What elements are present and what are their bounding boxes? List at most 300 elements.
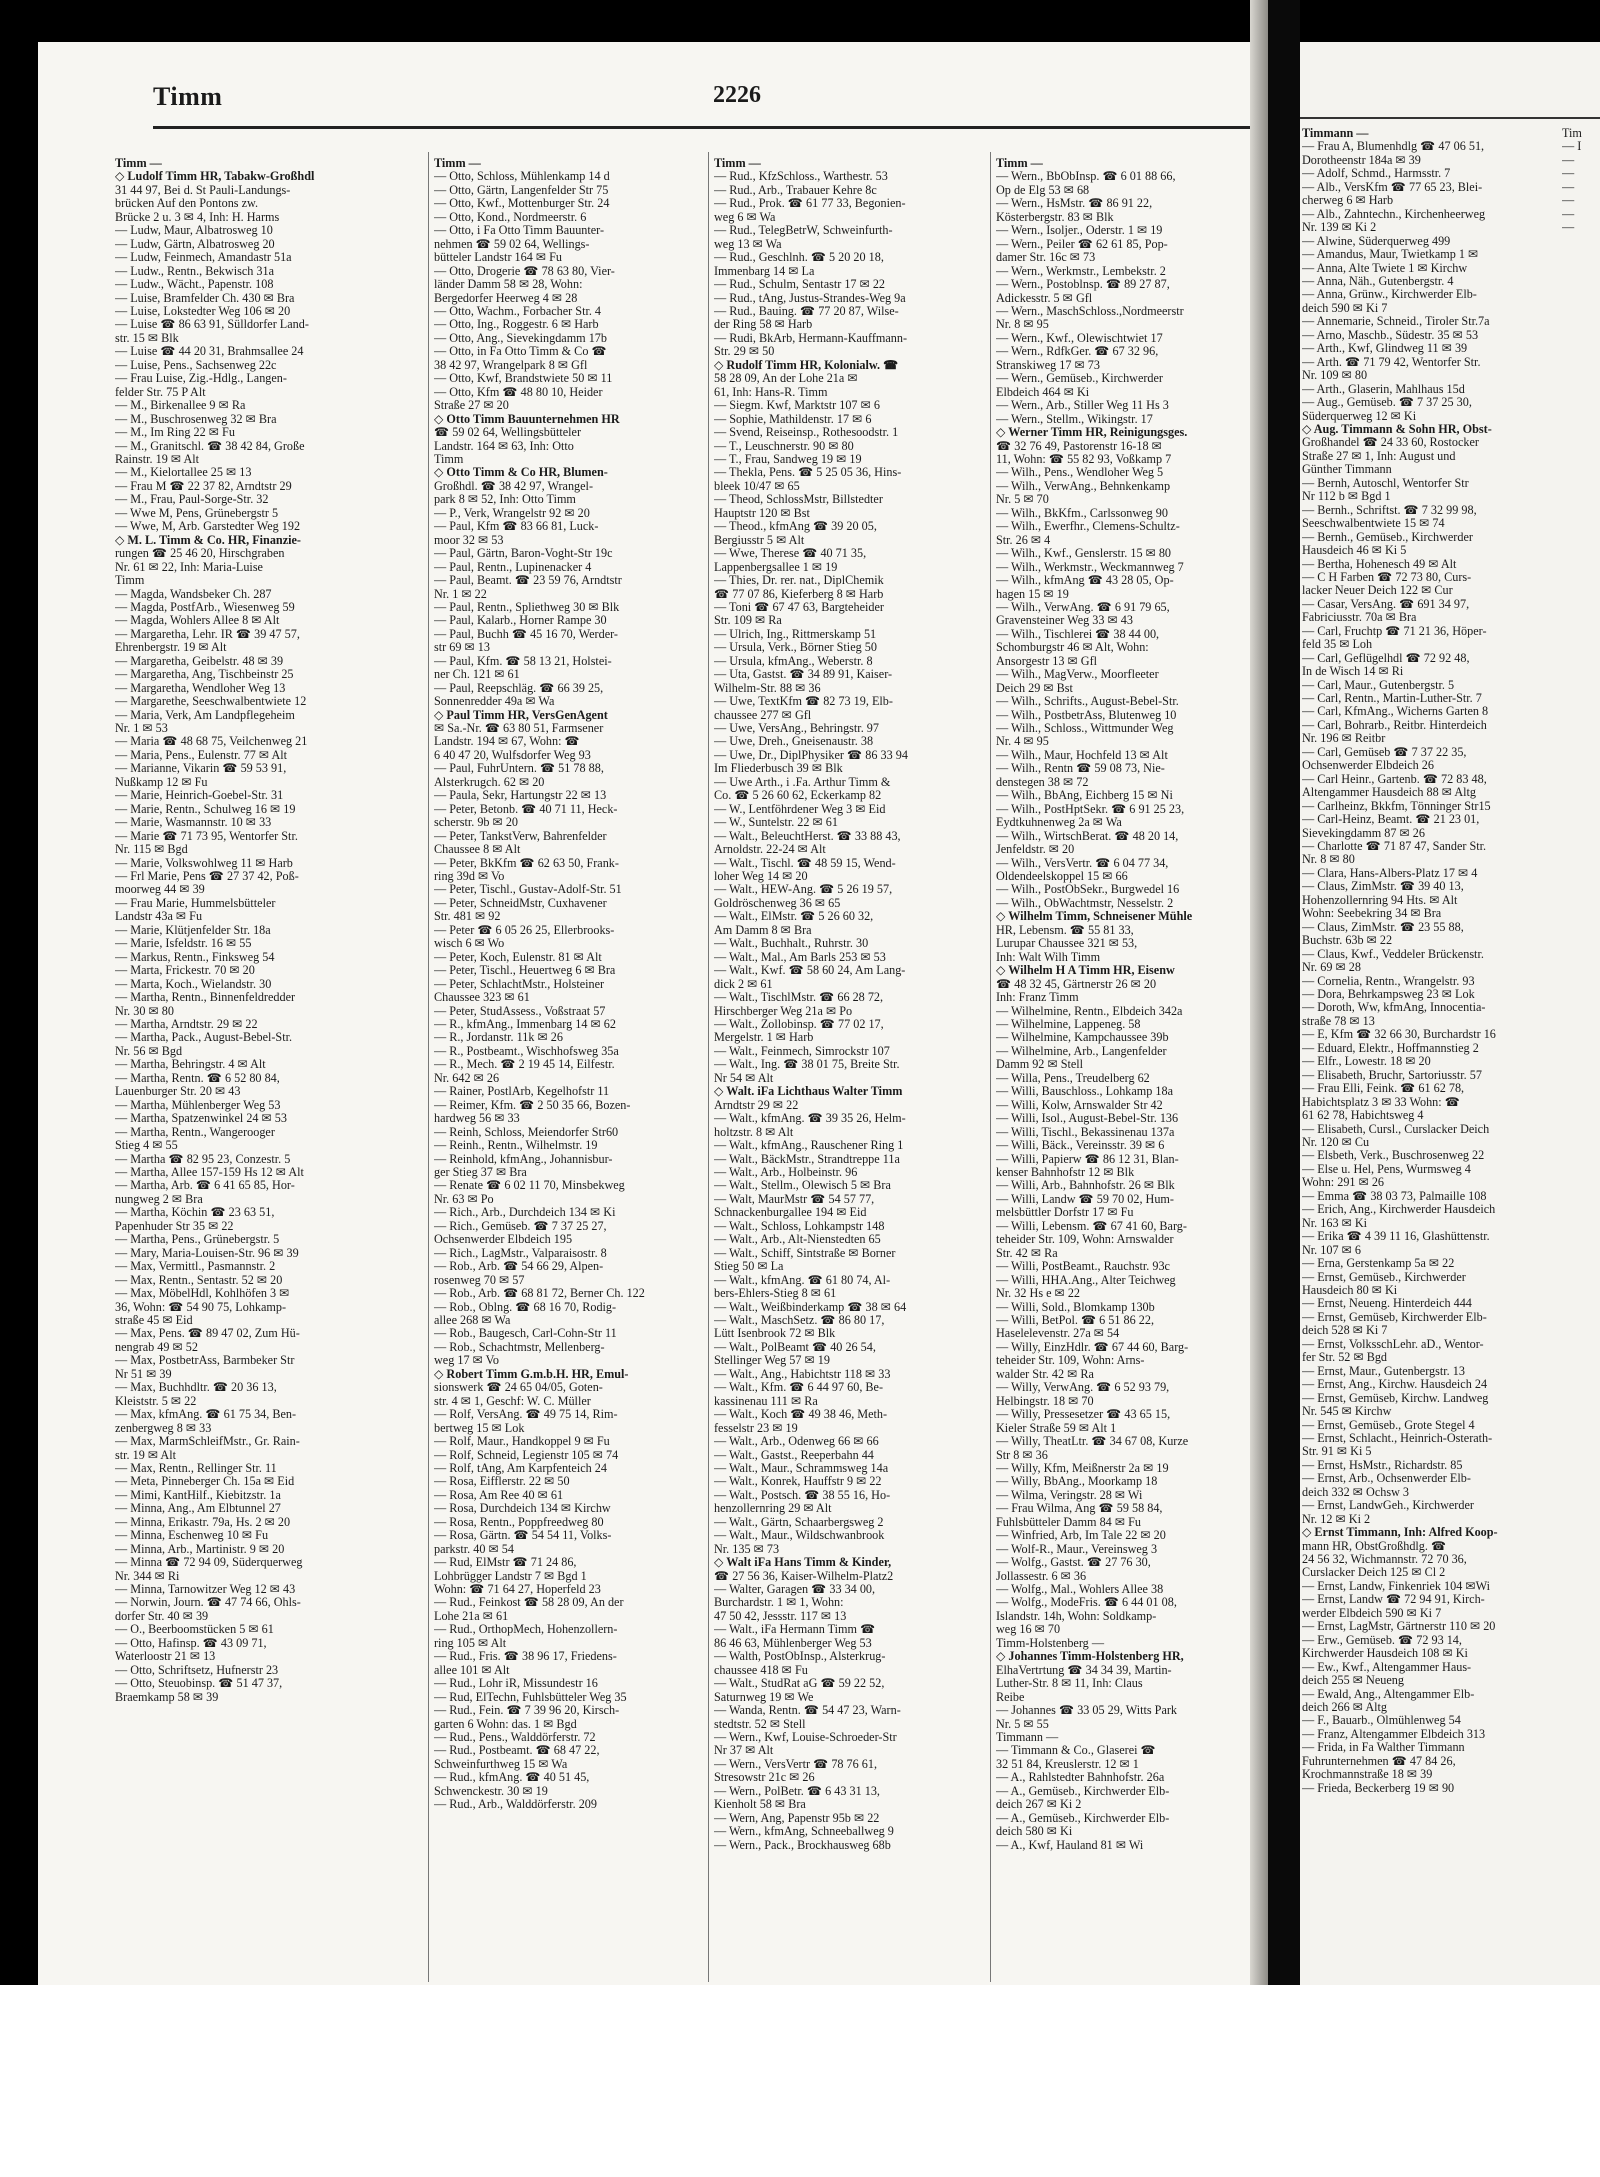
directory-entry-line: — Walt., Schloss, Lohkampstr 148 — [714, 1219, 885, 1233]
directory-entry-line: — Peter, TankstVerw, Bahrenfelder — [434, 829, 607, 843]
directory-entry-line: — Wern, Ang, Papenstr 95b ✉ 22 — [714, 1811, 880, 1825]
directory-entry-line: wisch 6 ✉ Wo — [434, 937, 505, 951]
facing-entry-line: — Ewald, Ang., Altengammer Elb- — [1302, 1687, 1475, 1701]
facing-entry-line: Nr. 12 ✉ Ki 2 — [1302, 1512, 1371, 1526]
directory-entry-line: — R., Postbeamt., Wischhofsweg 35a — [434, 1044, 619, 1058]
directory-entry-line: — Paul, Kfm ☎ 83 66 81, Luck- — [434, 520, 599, 534]
directory-entry-line: — Reinh., Rentn., Wilhelmstr. 19 — [434, 1139, 598, 1153]
facing-entry-line: — Frau Elli, Feink. ☎ 61 62 78, — [1302, 1082, 1465, 1096]
directory-entry-line: länder Damm 58 ✉ 28, Wohn: — [434, 278, 583, 292]
directory-entry-line: ◇ Wilhelm Timm, Schneisener Mühle — [996, 910, 1193, 924]
column-divider — [428, 152, 429, 1982]
directory-entry-line: — Walt., HEW-Ang. ☎ 5 26 19 57, — [714, 883, 893, 897]
directory-entry-line: — Frau Luise, Zig.-Hdlg., Langen- — [115, 372, 287, 386]
directory-entry-line: Schweinfurthweg 15 ✉ Wa — [434, 1757, 568, 1771]
directory-entry-line: — Walt., BäckMstr., Strandtreppe 11a — [714, 1152, 900, 1166]
directory-entry-line: — Walt., Buchhalt., Ruhrstr. 30 — [714, 937, 869, 951]
directory-entry-line: — M., Kielortallee 25 ✉ 13 — [115, 466, 252, 480]
directory-entry-line: — Theod., kfmAng ☎ 39 20 05, — [714, 520, 877, 534]
directory-entry-line: — Max, Rentn., Sentastr. 52 ✉ 20 — [115, 1273, 283, 1287]
directory-entry-line: straße 45 ✉ Eid — [115, 1313, 193, 1327]
directory-entry-line: — Willi, Tischl., Bekassinenau 137a — [996, 1125, 1175, 1139]
directory-entry-line: 31 44 97, Bei d. St Pauli-Landungs- — [115, 183, 291, 197]
directory-entry-line: — Rud., Prok. ☎ 61 77 33, Begonien- — [714, 197, 906, 211]
directory-entry-line: Nr. 61 ✉ 22, Inh: Maria-Luise — [115, 560, 263, 574]
directory-entry-line: — Rosa, Eifflerstr. 22 ✉ 50 — [434, 1475, 570, 1489]
directory-entry-line: loher Weg 14 ✉ 20 — [714, 870, 808, 884]
directory-entry-line: Nr. 1 ✉ 53 — [115, 722, 168, 736]
directory-entry-line: — Max, kfmAng. ☎ 61 75 34, Ben- — [115, 1408, 297, 1422]
directory-entry-line: — Wilh., PostbetrAss, Blutenweg 10 — [996, 708, 1177, 722]
directory-entry-line: — Walt., TischlMstr. ☎ 66 28 72, — [714, 991, 884, 1005]
directory-entry-line: 58 28 09, An der Lohe 21a ✉ — [714, 372, 858, 386]
directory-entry-line: Deich 29 ✉ Bst — [996, 681, 1073, 695]
facing-entry-line: — Bernh, Autoschl, Wentorfer Str — [1302, 476, 1469, 490]
directory-entry-line: — Wern., Postoblnsp. ☎ 89 27 87, — [996, 278, 1170, 292]
facing-entry-line: — Ernst, Gemüseb., Kirchwerder — [1302, 1270, 1466, 1284]
directory-entry-line: — Willi, Kolw, Arnswalder Str 42 — [996, 1098, 1163, 1112]
directory-entry-line: — Margaretha, Wendloher Weg 13 — [115, 681, 286, 695]
directory-entry-line: fesselstr 23 ✉ 19 — [714, 1421, 798, 1435]
directory-entry-line: Schomburgstr 46 ✉ Alt, Wohn: — [996, 641, 1149, 655]
directory-entry-line: — Max, MarmSchleifMstr., Gr. Rain- — [115, 1435, 300, 1449]
directory-entry-line: melsbüttler Dorfstr 17 ✉ Fu — [996, 1206, 1134, 1220]
directory-entry-line: Kösterbergstr. 83 ✉ Blk — [996, 210, 1114, 224]
directory-entry-line: — Luise ☎ 44 20 31, Brahmsallee 24 — [115, 345, 304, 359]
facing-entry-line: — Ernst, LagMstr, Gärtnerstr 110 ✉ 20 — [1302, 1620, 1496, 1634]
directory-entry-line: — Marie, Volkswohlweg 11 ✉ Harb — [115, 856, 293, 870]
header-rule — [153, 126, 1268, 129]
directory-entry-line: — Thies, Dr. rer. nat., DiplChemik — [714, 574, 884, 588]
directory-entry-line: Arnoldstr. 22-24 ✉ Alt — [714, 843, 826, 857]
facing-entry-line: — Adolf, Schmd., Harmsstr. 7 — [1302, 167, 1451, 181]
directory-entry-line: Lütt Isenbrook 72 ✉ Blk — [714, 1327, 836, 1341]
directory-entry-line: — Otto, Kwf, Brandstwiete 50 ✉ 11 — [434, 372, 613, 386]
directory-entry-line: — Rud, ElTechn, Fuhlsbütteler Weg 35 — [434, 1690, 627, 1704]
directory-entry-line: — Wern., Kwf., Olewischtwiet 17 — [996, 331, 1163, 345]
facing-entry-line: — Carl, Rentn., Martin-Luther-Str. 7 — [1302, 692, 1482, 706]
directory-entry-line: — Wilhelmine, Rentn., Elbdeich 342a — [996, 1004, 1183, 1018]
facing-entry-line: Fuhrunternehmen ☎ 47 84 26, — [1302, 1754, 1456, 1768]
directory-entry-line: — Wern., Peiler ☎ 62 61 85, Pop- — [996, 237, 1168, 251]
facing-entry-line: — Frieda, Beckerberg 19 ✉ 90 — [1302, 1781, 1455, 1795]
directory-entry-line: — Marie, Heinrich-Goebel-Str. 31 — [115, 789, 284, 803]
directory-entry-line: Stresowstr 21c ✉ 26 — [714, 1771, 815, 1785]
directory-entry-line: Am Damm 8 ✉ Bra — [714, 923, 812, 937]
directory-entry-line: Oldendeelskoppel 15 ✉ 66 — [996, 870, 1128, 884]
facing-entry-line: — Claus, Kwf., Veddeler Brückenstr. — [1302, 947, 1484, 961]
directory-entry-line: Helbingstr. 18 ✉ 70 — [996, 1394, 1094, 1408]
facing-entry-line: — Annemarie, Schneid., Tiroler Str.7a — [1302, 315, 1490, 329]
directory-entry-line: ◇ Paul Timm HR, VersGenAgent — [434, 708, 608, 722]
facing-entry-line: — Ernst, Landw ☎ 72 94 91, Kirch- — [1302, 1593, 1485, 1607]
directory-entry-line: — Otto, Hafinsp. ☎ 43 09 71, — [115, 1636, 267, 1650]
directory-entry-line: — Martha, Behringstr. 4 ✉ Alt — [115, 1058, 266, 1072]
directory-entry-line: — A., Kwf, Hauland 81 ✉ Wi — [996, 1838, 1144, 1852]
directory-entry-line: Chaussee 8 ✉ Alt — [434, 843, 521, 857]
directory-entry-line: Stieg 4 ✉ 55 — [115, 1139, 178, 1153]
directory-entry-line: holtzstr. 8 ✉ Alt — [714, 1125, 794, 1139]
facing-edge-line: — — [1562, 152, 1575, 167]
directory-entry-line: parkstr. 40 ✉ 54 — [434, 1542, 514, 1556]
directory-entry-line: — Walt., kfmAng. ☎ 39 35 26, Helm- — [714, 1112, 906, 1126]
directory-entry-line: — Wilh., BbAng, Eichberg 15 ✉ Ni — [996, 789, 1173, 803]
directory-entry-line: — Norwin, Journ. ☎ 47 74 66, Ohls- — [115, 1596, 301, 1610]
directory-entry-line: — Wern., VersVertr ☎ 78 76 61, — [714, 1757, 878, 1771]
directory-entry-line: — Marie, Rentn., Schulweg 16 ✉ 19 — [115, 802, 296, 816]
directory-entry-line: — Willi, Bäck., Vereinsstr. 39 ✉ 6 — [996, 1139, 1165, 1153]
directory-entry-line: dorfer Str. 40 ✉ 39 — [115, 1609, 209, 1623]
directory-entry-line: — Paul, Buchh ☎ 45 16 70, Werder- — [434, 627, 618, 641]
facing-entry-line: deich 332 ✉ Ochsw 3 — [1302, 1485, 1410, 1499]
facing-entry-line: ◇ Ernst Timmann, Inh: Alfred Koop- — [1302, 1526, 1498, 1540]
facing-entry-line: — Casar, VersAng. ☎ 691 34 97, — [1302, 597, 1470, 611]
facing-entry-line: Seeschwalbentwiete 15 ✉ 74 — [1302, 517, 1445, 531]
directory-entry-line: Nr. 4 ✉ 95 — [996, 735, 1049, 749]
facing-entry-line: — Anna, Grünw., Kirchwerder Elb- — [1302, 288, 1477, 302]
directory-entry-line: — Rosa, Rentn., Poppfreedweg 80 — [434, 1515, 604, 1529]
directory-entry-line: — Wilhelmine, Arb., Langenfelder — [996, 1044, 1167, 1058]
directory-entry-line: weg 13 ✉ Wa — [714, 237, 782, 251]
directory-entry-line: Wohn: ☎ 71 64 27, Hoperfeld 23 — [434, 1583, 601, 1597]
directory-entry-line: — Otto, Schloss, Mühlenkamp 14 d — [434, 170, 610, 184]
directory-entry-line: — Mary, Maria-Louisen-Str. 96 ✉ 39 — [115, 1246, 299, 1260]
directory-entry-line: — Siegm. Kwf, Marktstr 107 ✉ 6 — [714, 399, 880, 413]
facing-entry-line: — Ernst, Gemüseb, Kirchw. Landweg — [1302, 1391, 1489, 1405]
directory-entry-line: rosenweg 70 ✉ 57 — [434, 1273, 525, 1287]
facing-entry-line: Nr. 139 ✉ Ki 2 — [1302, 221, 1377, 235]
directory-entry-line: allee 268 ✉ Wa — [434, 1313, 511, 1327]
directory-entry-line: — Wilh., WirtschBerat. ☎ 48 20 14, — [996, 829, 1179, 843]
facing-entry-line: deich 528 ✉ Ki 7 — [1302, 1324, 1388, 1338]
directory-entry-line: — Rud., Bauing. ☎ 77 20 87, Wilse- — [714, 304, 899, 318]
directory-entry-line: — Wern., Kwf, Louise-Schroeder-Str — [714, 1731, 897, 1745]
facing-entry-line: Nr. 8 ✉ 80 — [1302, 853, 1355, 867]
facing-entry-line: — Arno, Maschb., Südestr. 35 ✉ 53 — [1302, 328, 1479, 342]
facing-entry-line: — Ernst, Ang., Kirchw. Hausdeich 24 — [1302, 1378, 1488, 1392]
directory-entry-line: — Rud., Geschlnh. ☎ 5 20 20 18, — [714, 251, 884, 265]
facing-entry-line: Curslacker Deich 125 ✉ Cl 2 — [1302, 1566, 1446, 1580]
directory-entry-line: — Rob., Arb. ☎ 68 81 72, Berner Ch. 122 — [434, 1287, 645, 1301]
directory-entry-line: — R., kfmAng., Immenbarg 14 ✉ 62 — [434, 1018, 616, 1031]
directory-entry-line: — Rolf, Maur., Handkoppel 9 ✉ Fu — [434, 1435, 610, 1449]
directory-entry-line: Waterloostr 21 ✉ 13 — [115, 1650, 216, 1664]
facing-entry-line: — Carl, Bohrarb., Reitbr. Hinterdeich — [1302, 718, 1487, 732]
directory-entry-line: — Wilh., Ewerfhr., Clemens-Schultz- — [996, 520, 1180, 534]
directory-entry-line: stedtstr. 52 ✉ Stell — [714, 1717, 806, 1731]
directory-entry-line: ◇ Otto Timm & Co HR, Blumen- — [434, 466, 608, 480]
facing-entry-line: — Ernst, Gemüseb., Grote Stegel 4 — [1302, 1418, 1475, 1432]
directory-entry-line: — Luise ☎ 86 63 91, Sülldorfer Land- — [115, 318, 309, 332]
directory-entry-line: — Peter, StudAssess., Voßstraat 57 — [434, 1004, 606, 1018]
directory-entry-line: Str. 26 ✉ 4 — [996, 533, 1051, 547]
facing-entry-line: — Anna, Alte Twiete 1 ✉ Kirchw — [1302, 261, 1468, 275]
directory-entry-line: — Rud., Fein. ☎ 7 39 96 20, Kirsch- — [434, 1704, 620, 1718]
directory-entry-line: str. 4 ✉ 1, Geschf: W. C. Müller — [434, 1394, 591, 1408]
directory-entry-line: — Wilh., ObWachtmstr, Nesselstr. 2 — [996, 896, 1174, 910]
directory-entry-line: — Otto, Steuobinsp. ☎ 51 47 37, — [115, 1677, 283, 1691]
directory-entry-line: — Walt., kfmAng. ☎ 61 80 74, Al- — [714, 1273, 891, 1287]
directory-entry-line: — Wern., Isoljer., Oderstr. 1 ✉ 19 — [996, 224, 1163, 238]
directory-entry-line: Bergiusstr 5 ✉ Alt — [714, 533, 805, 547]
facing-entry-line: — Ew., Kwf., Altengammer Haus- — [1302, 1660, 1472, 1674]
directory-entry-line: — Rob., Baugesch, Carl-Cohn-Str 11 — [434, 1327, 617, 1341]
directory-entry-line: — Ludw, Gärtn, Albatrosweg 20 — [115, 237, 275, 251]
directory-entry-line: Stieg 50 ✉ La — [714, 1260, 784, 1274]
facing-entry-line: — Clara, Hans-Albers-Platz 17 ✉ 4 — [1302, 866, 1478, 880]
directory-entry-line: — A., Gemüseb., Kirchwerder Elb- — [996, 1784, 1170, 1798]
facing-entry-line: Straße 27 ✉ 1, Inh: August und — [1302, 449, 1456, 463]
directory-entry-line: — Marie, Wasmannstr. 10 ✉ 33 — [115, 816, 272, 830]
directory-entry-line: Kienholt 58 ✉ Bra — [714, 1798, 806, 1812]
directory-entry-line: Nr. 8 ✉ 95 — [996, 318, 1049, 332]
directory-entry-line: — Walt, MaurMstr ☎ 54 57 77, — [714, 1192, 875, 1206]
directory-entry-line: — A., Rahlstedter Bahnhofstr. 26a — [996, 1771, 1165, 1785]
directory-entry-line: — Reinh, Schloss, Meiendorfer Str60 — [434, 1125, 619, 1139]
directory-entry-line: — Paul, Kfm. ☎ 58 13 21, Holstei- — [434, 654, 612, 668]
directory-entry-line: — Walt., kfmAng., Rauschener Ring 1 — [714, 1139, 904, 1153]
directory-entry-line: Ochsenwerder Elbdeich 195 — [434, 1233, 573, 1247]
facing-entry-line: — Alb., Zahntechn., Kirchenheerweg — [1302, 207, 1486, 221]
directory-entry-line: — Luise, Pens., Sachsenweg 22c — [115, 358, 277, 372]
directory-entry-line: — Wanda, Rentn. ☎ 54 47 23, Warn- — [714, 1704, 901, 1718]
scanner-border-left — [0, 0, 38, 2177]
directory-entry-line: bertweg 15 ✉ Lok — [434, 1421, 525, 1435]
directory-entry-line: Str. 481 ✉ 92 — [434, 910, 501, 924]
directory-entry-line: — Wilh., VerwAng. ☎ 6 91 79 65, — [996, 600, 1170, 614]
directory-entry-line: Str. 42 ✉ Ra — [996, 1246, 1058, 1260]
directory-entry-line: — Walt., BeleuchtHerst. ☎ 33 88 43, — [714, 829, 901, 843]
directory-entry-line: — Rud., TelegBetrW, Schweinfurth- — [714, 224, 893, 238]
directory-entry-line: — Uwe Arth., i .Fa. Arthur Timm & — [714, 775, 891, 789]
directory-entry-line: — Wern., Werkmstr., Lembekstr. 2 — [996, 264, 1166, 278]
directory-entry-line: — Max, PostbetrAss, Barmbeker Str — [115, 1354, 295, 1368]
directory-entry-line: 38 42 97, Wrangelpark 8 ✉ Gfl — [434, 358, 588, 372]
page-header — [153, 76, 1268, 116]
directory-entry-line: ner Ch. 121 ✉ 61 — [434, 668, 520, 682]
directory-entry-line: — Rich., LagMstr., Valparaisostr. 8 — [434, 1246, 607, 1260]
directory-entry-line: — Wern., Pack., Brockhausweg 68b — [714, 1838, 891, 1852]
facing-entry-line: — Ernst, VolksschLehr. aD., Wentor- — [1302, 1337, 1484, 1351]
directory-entry-line: Ehrenbergstr. 19 ✉ Alt — [115, 641, 227, 655]
directory-entry-line: — Paula, Sekr, Hartungstr 22 ✉ 13 — [434, 789, 607, 803]
directory-entry-line: — Walt., Arb., Odenweg 66 ✉ 66 — [714, 1435, 879, 1449]
directory-entry-line: Rainstr. 19 ✉ Alt — [115, 452, 200, 466]
directory-entry-line: hagen 15 ✉ 19 — [996, 587, 1069, 601]
directory-entry-line: — Ludw., Rentn., Bekwisch 31a — [115, 264, 274, 278]
directory-entry-line: — Uwe, TextKfm ☎ 82 73 19, Elb- — [714, 695, 893, 709]
facing-entry-line: — Alb., VersKfm ☎ 77 65 23, Blei- — [1302, 180, 1483, 194]
directory-entry-line: — Willi, Isol., August-Bebel-Str. 136 — [996, 1112, 1179, 1126]
directory-entry-line: — Wolfg., ModeFris. ☎ 6 44 01 08, — [996, 1596, 1177, 1610]
directory-entry-line: — Rob., Arb. ☎ 54 66 29, Alpen- — [434, 1260, 604, 1274]
directory-entry-line: — Willa, Pens., Treudelberg 62 — [996, 1071, 1150, 1085]
column-4 — [996, 157, 1268, 1985]
directory-entry-line: — Minna, Eschenweg 10 ✉ Fu — [115, 1529, 269, 1543]
directory-entry-line: Nr. 63 ✉ Po — [434, 1192, 494, 1206]
facing-page-edge-column — [1562, 127, 1600, 1977]
facing-entry-line: — Ernst, Maur., Gutenbergstr. 13 — [1302, 1364, 1465, 1378]
directory-entry-line: — Ludw, Feinmech, Amandastr 51a — [115, 251, 292, 265]
directory-entry-line: — Otto, Kond., Nordmeerstr. 6 — [434, 210, 587, 224]
facing-entry-line: — Carl, KfmAng., Wicherns Garten 8 — [1302, 705, 1489, 719]
directory-entry-line: ring 105 ✉ Alt — [434, 1636, 507, 1650]
directory-entry-line: — Magda, PostfArb., Wiesenweg 59 — [115, 600, 295, 614]
directory-entry-line: — Rainer, PostlArb, Kegelhofstr 11 — [434, 1085, 610, 1099]
directory-entry-line: — Walt., iFa Hermann Timm ☎ — [714, 1623, 876, 1637]
directory-entry-line: kassinenau 111 ✉ Ra — [714, 1394, 818, 1408]
directory-entry-line: — Theod, SchlossMstr, Billstedter — [714, 493, 883, 507]
directory-entry-line: deich 580 ✉ Ki — [996, 1825, 1073, 1839]
directory-entry-line: moorweg 44 ✉ 39 — [115, 883, 205, 897]
facing-entry-line: — Frida, in Fa Walther Timmann — [1302, 1741, 1465, 1755]
directory-entry-line: 11, Wohn: ☎ 55 82 93, Voßkamp 7 — [996, 452, 1172, 466]
directory-entry-line: — Willy, TheatLtr. ☎ 34 67 08, Kurze — [996, 1435, 1189, 1449]
directory-entry-line: Papenhuder Str 35 ✉ 22 — [115, 1219, 234, 1233]
directory-entry-line: — Uta, Gastst. ☎ 34 89 91, Kaiser- — [714, 668, 893, 682]
directory-entry-line: — R., Jordanstr. 11k ✉ 26 — [434, 1031, 563, 1045]
facing-page-header-rule — [1300, 117, 1600, 119]
facing-entry-line: deich 255 ✉ Neueng — [1302, 1674, 1404, 1688]
directory-entry-line: — Martha, Pack., August-Bebel-Str. — [115, 1031, 293, 1045]
directory-entry-line: Lohe 21a ✉ 61 — [434, 1609, 509, 1623]
directory-entry-line: — Peter ☎ 6 05 26 25, Ellerbrooks- — [434, 923, 615, 937]
directory-entry-line: — Wilh., Kwf., Genslerstr. 15 ✉ 80 — [996, 547, 1172, 561]
facing-entry-line: werder Elbdeich 590 ✉ Ki 7 — [1302, 1606, 1442, 1620]
directory-entry-line: — Walth, PostObInsp., Alsterkrug- — [714, 1650, 886, 1664]
directory-entry-line: Nr. 1 ✉ 22 — [434, 587, 487, 601]
directory-entry-line: ◇ Rudolf Timm HR, Kolonialw. ☎ — [714, 358, 899, 372]
directory-entry-line: Timm — [115, 574, 145, 588]
directory-entry-line: ◇ Walt. iFa Lichthaus Walter Timm — [714, 1085, 903, 1099]
facing-entry-line: Günther Timmann — [1302, 463, 1392, 477]
directory-entry-line: — Martha, Arndtstr. 29 ✉ 22 — [115, 1018, 258, 1031]
facing-entry-line: — Claus, ZimMstr. ☎ 23 55 88, — [1302, 920, 1464, 934]
facing-entry-line: — Ernst, Schlacht., Heinrich-Osterath- — [1302, 1431, 1493, 1445]
directory-entry-line: — Rolf, tAng, Am Karpfenteich 24 — [434, 1461, 607, 1475]
directory-entry-line: — Walt., Tischl. ☎ 48 59 15, Wend- — [714, 856, 896, 870]
directory-entry-line: — Rolf, VersAng. ☎ 49 75 14, Rim- — [434, 1408, 618, 1422]
directory-entry-line: walder Str. 42 ✉ Ra — [996, 1367, 1094, 1381]
directory-entry-line: denstegen 38 ✉ 72 — [996, 775, 1089, 789]
directory-entry-line: — W., Lentföhrdener Weg 3 ✉ Eid — [714, 802, 886, 816]
directory-entry-line: — M., Frau, Paul-Sorge-Str. 32 — [115, 493, 269, 507]
directory-entry-line: ◇ Werner Timm HR, Reinigungsges. — [996, 426, 1188, 440]
directory-entry-line: — Paul, Kalarb., Horner Rampe 30 — [434, 614, 607, 628]
directory-entry-line: — Walt., Kfm. ☎ 6 44 97 60, Be- — [714, 1381, 884, 1395]
directory-entry-line: 61, Inh: Hans-R. Timm — [714, 385, 828, 399]
directory-entry-line: — Rich., Arb., Durchdeich 134 ✉ Ki — [434, 1206, 616, 1220]
directory-entry-line: — Frau M ☎ 22 37 82, Arndtstr 29 — [115, 479, 292, 493]
directory-entry-line: — A., Gemüseb., Kirchwerder Elb- — [996, 1811, 1170, 1825]
facing-entry-line: — Erna, Gerstenkamp 5a ✉ 22 — [1302, 1257, 1455, 1271]
directory-entry-line: — Rud., KfzSchloss., Warthestr. 53 — [714, 170, 888, 184]
directory-entry-line: Landstr. 164 ✉ 63, Inh: Otto — [434, 439, 574, 453]
directory-entry-line: — Mimi, KantHilf., Kiebitzstr. 1a — [115, 1488, 281, 1502]
facing-entry-line: — Elfr., Lowestr. 18 ✉ 20 — [1302, 1055, 1431, 1069]
directory-entry-line: — Rosa, Gärtn. ☎ 54 54 11, Volks- — [434, 1529, 612, 1543]
facing-entry-line: — Dora, Behrkampsweg 23 ✉ Lok — [1302, 988, 1475, 1001]
directory-entry-line: — Willy, Pressesetzer ☎ 43 65 15, — [996, 1408, 1171, 1422]
facing-entry-line: — Ernst, Landw, Finkenriek 104 ✉Wi — [1302, 1579, 1490, 1593]
scanner-border-top — [0, 0, 1600, 42]
directory-entry-line: Fuhlsbütteler Damm 84 ✉ Fu — [996, 1515, 1141, 1529]
directory-entry-line: scherstr. 9b ✉ 20 — [434, 816, 519, 830]
directory-entry-line: ◇ Wilhelm H A Timm HR, Eisenw — [996, 964, 1175, 978]
facing-entry-line: — Aug., Gemüseb. ☎ 7 37 25 30, — [1302, 396, 1472, 410]
directory-entry-line: — Willi, Arb., Bahnhofstr. 26 ✉ Blk — [996, 1179, 1175, 1193]
facing-entry-line: Str. 91 ✉ Ki 5 — [1302, 1445, 1372, 1459]
directory-entry-line: — Wilh., Pens., Wendloher Weg 5 — [996, 466, 1164, 480]
directory-entry-line: Inh: Walt Wilh Timm — [996, 950, 1101, 964]
page-number: 2226 — [713, 82, 761, 108]
directory-entry-line: Hirschberger Weg 21a ✉ Po — [714, 1004, 853, 1018]
directory-entry-line: Nr 54 ✉ Alt — [714, 1071, 774, 1085]
directory-entry-line: — Wolfg., Mal., Wohlers Allee 38 — [996, 1583, 1164, 1597]
column-2 — [434, 157, 706, 1985]
directory-entry-line: ✉ Sa.-Nr. ☎ 63 80 51, Farmsener — [434, 722, 604, 736]
facing-edge-line: — — [1562, 193, 1575, 208]
directory-entry-line: — Meta, Pinneberger Ch. 15a ✉ Eid — [115, 1475, 295, 1489]
facing-entry-line: Fabriciusstr. 70a ✉ Bra — [1302, 611, 1417, 625]
directory-entry-line: — Peter, SchneidMstr, Cuxhavener — [434, 896, 607, 910]
directory-entry-line: — Wilh., Schrifts., August-Bebel-Str. — [996, 695, 1179, 709]
directory-entry-line: — Rud., Arb., Trabauer Kehre 8c — [714, 183, 877, 197]
directory-entry-line: — Rud., tAng, Justus-Strandes-Weg 9a — [714, 291, 906, 305]
directory-entry-line: — Martha, Allee 157-159 Hs 12 ✉ Alt — [115, 1165, 304, 1179]
directory-entry-line: — Wilh., MagVerw., Moorfleeter — [996, 668, 1159, 682]
directory-entry-line: — Walt., PolBeamt ☎ 40 26 54, — [714, 1340, 876, 1354]
facing-entry-line: — Erich, Ang., Kirchwerder Hausdeich — [1302, 1203, 1496, 1217]
facing-entry-line: — Elsbeth, Verk., Buschrosenweg 22 — [1302, 1149, 1485, 1163]
directory-entry-line: — Wern., BbObInsp. ☎ 6 01 88 66, — [996, 170, 1176, 184]
facing-entry-line: — Arth., Glaserin, Mahlhaus 15d — [1302, 382, 1465, 396]
facing-entry-line: — Erw., Gemüseb. ☎ 72 93 14, — [1302, 1633, 1462, 1647]
facing-entry-line: — Elisabeth, Bruchr, Sartoriusstr. 57 — [1302, 1068, 1482, 1082]
directory-entry-line: — Maria, Verk, Am Landpflegeheim — [115, 708, 295, 722]
facing-edge-line: — — [1562, 206, 1575, 221]
directory-entry-line: — Wern., Arb., Stiller Weg 11 Hs 3 — [996, 399, 1169, 413]
facing-entry-line: — Elisabeth, Cursl., Curslacker Deich — [1302, 1122, 1490, 1136]
directory-entry-line: — Wilhelmine, Kampchaussee 39b — [996, 1031, 1169, 1045]
directory-entry-line: — Paul, Rentn., Lupinenacker 4 — [434, 560, 592, 574]
directory-entry-line: — Margaretha, Ang, Tischbeinstr 25 — [115, 668, 294, 682]
directory-entry-line: — Willi, Sold., Blomkamp 130b — [996, 1300, 1155, 1314]
directory-entry-line: — Rud., OrthopMech, Hohenzollern- — [434, 1623, 618, 1637]
directory-entry-line: — R., Mech. ☎ 2 19 45 14, Eilfestr. — [434, 1058, 615, 1072]
directory-entry-line: — Johannes ☎ 33 05 29, Witts Park — [996, 1704, 1178, 1718]
directory-entry-line: — Walt., Zollobinsp. ☎ 77 02 17, — [714, 1018, 884, 1031]
column-divider — [708, 152, 709, 1982]
directory-entry-line: der Ring 58 ✉ Harb — [714, 318, 813, 332]
directory-entry-line: sionswerk ☎ 24 65 04/05, Goten- — [434, 1381, 603, 1395]
directory-entry-line: Kleiststr. 5 ✉ 22 — [115, 1394, 197, 1408]
directory-entry-line: — Ulrich, Ing., Rittmerskamp 51 — [714, 627, 877, 641]
directory-entry-line: — Rud., Lohr iR, Missundestr 16 — [434, 1677, 598, 1691]
directory-entry-line: — Ludw, Maur, Albatrosweg 10 — [115, 224, 273, 238]
directory-entry-line: Lohbrügger Landstr 7 ✉ Bgd 1 — [434, 1569, 587, 1583]
facing-entry-line: Dorotheenstr 184a ✉ 39 — [1302, 153, 1421, 167]
directory-entry-line: — Max, Rentn., Rellinger Str. 11 — [115, 1461, 277, 1475]
directory-entry-line: 86 46 63, Mühlenberger Weg 53 — [714, 1636, 872, 1650]
directory-entry-line: nungweg 2 ✉ Bra — [115, 1192, 203, 1206]
directory-entry-line: — Wwe, Therese ☎ 40 71 35, — [714, 547, 867, 561]
directory-entry-line: — Marie, Klütjenfelder Str. 18a — [115, 923, 271, 937]
directory-entry-line: — Wwe, M, Arb. Garstedter Weg 192 — [115, 520, 301, 534]
facing-entry-line: Nr. 109 ✉ 80 — [1302, 369, 1368, 383]
directory-entry-line: ☎ 32 76 49, Pastorenstr 16-18 ✉ — [996, 439, 1162, 453]
directory-entry-line: Timm — — [115, 157, 162, 170]
